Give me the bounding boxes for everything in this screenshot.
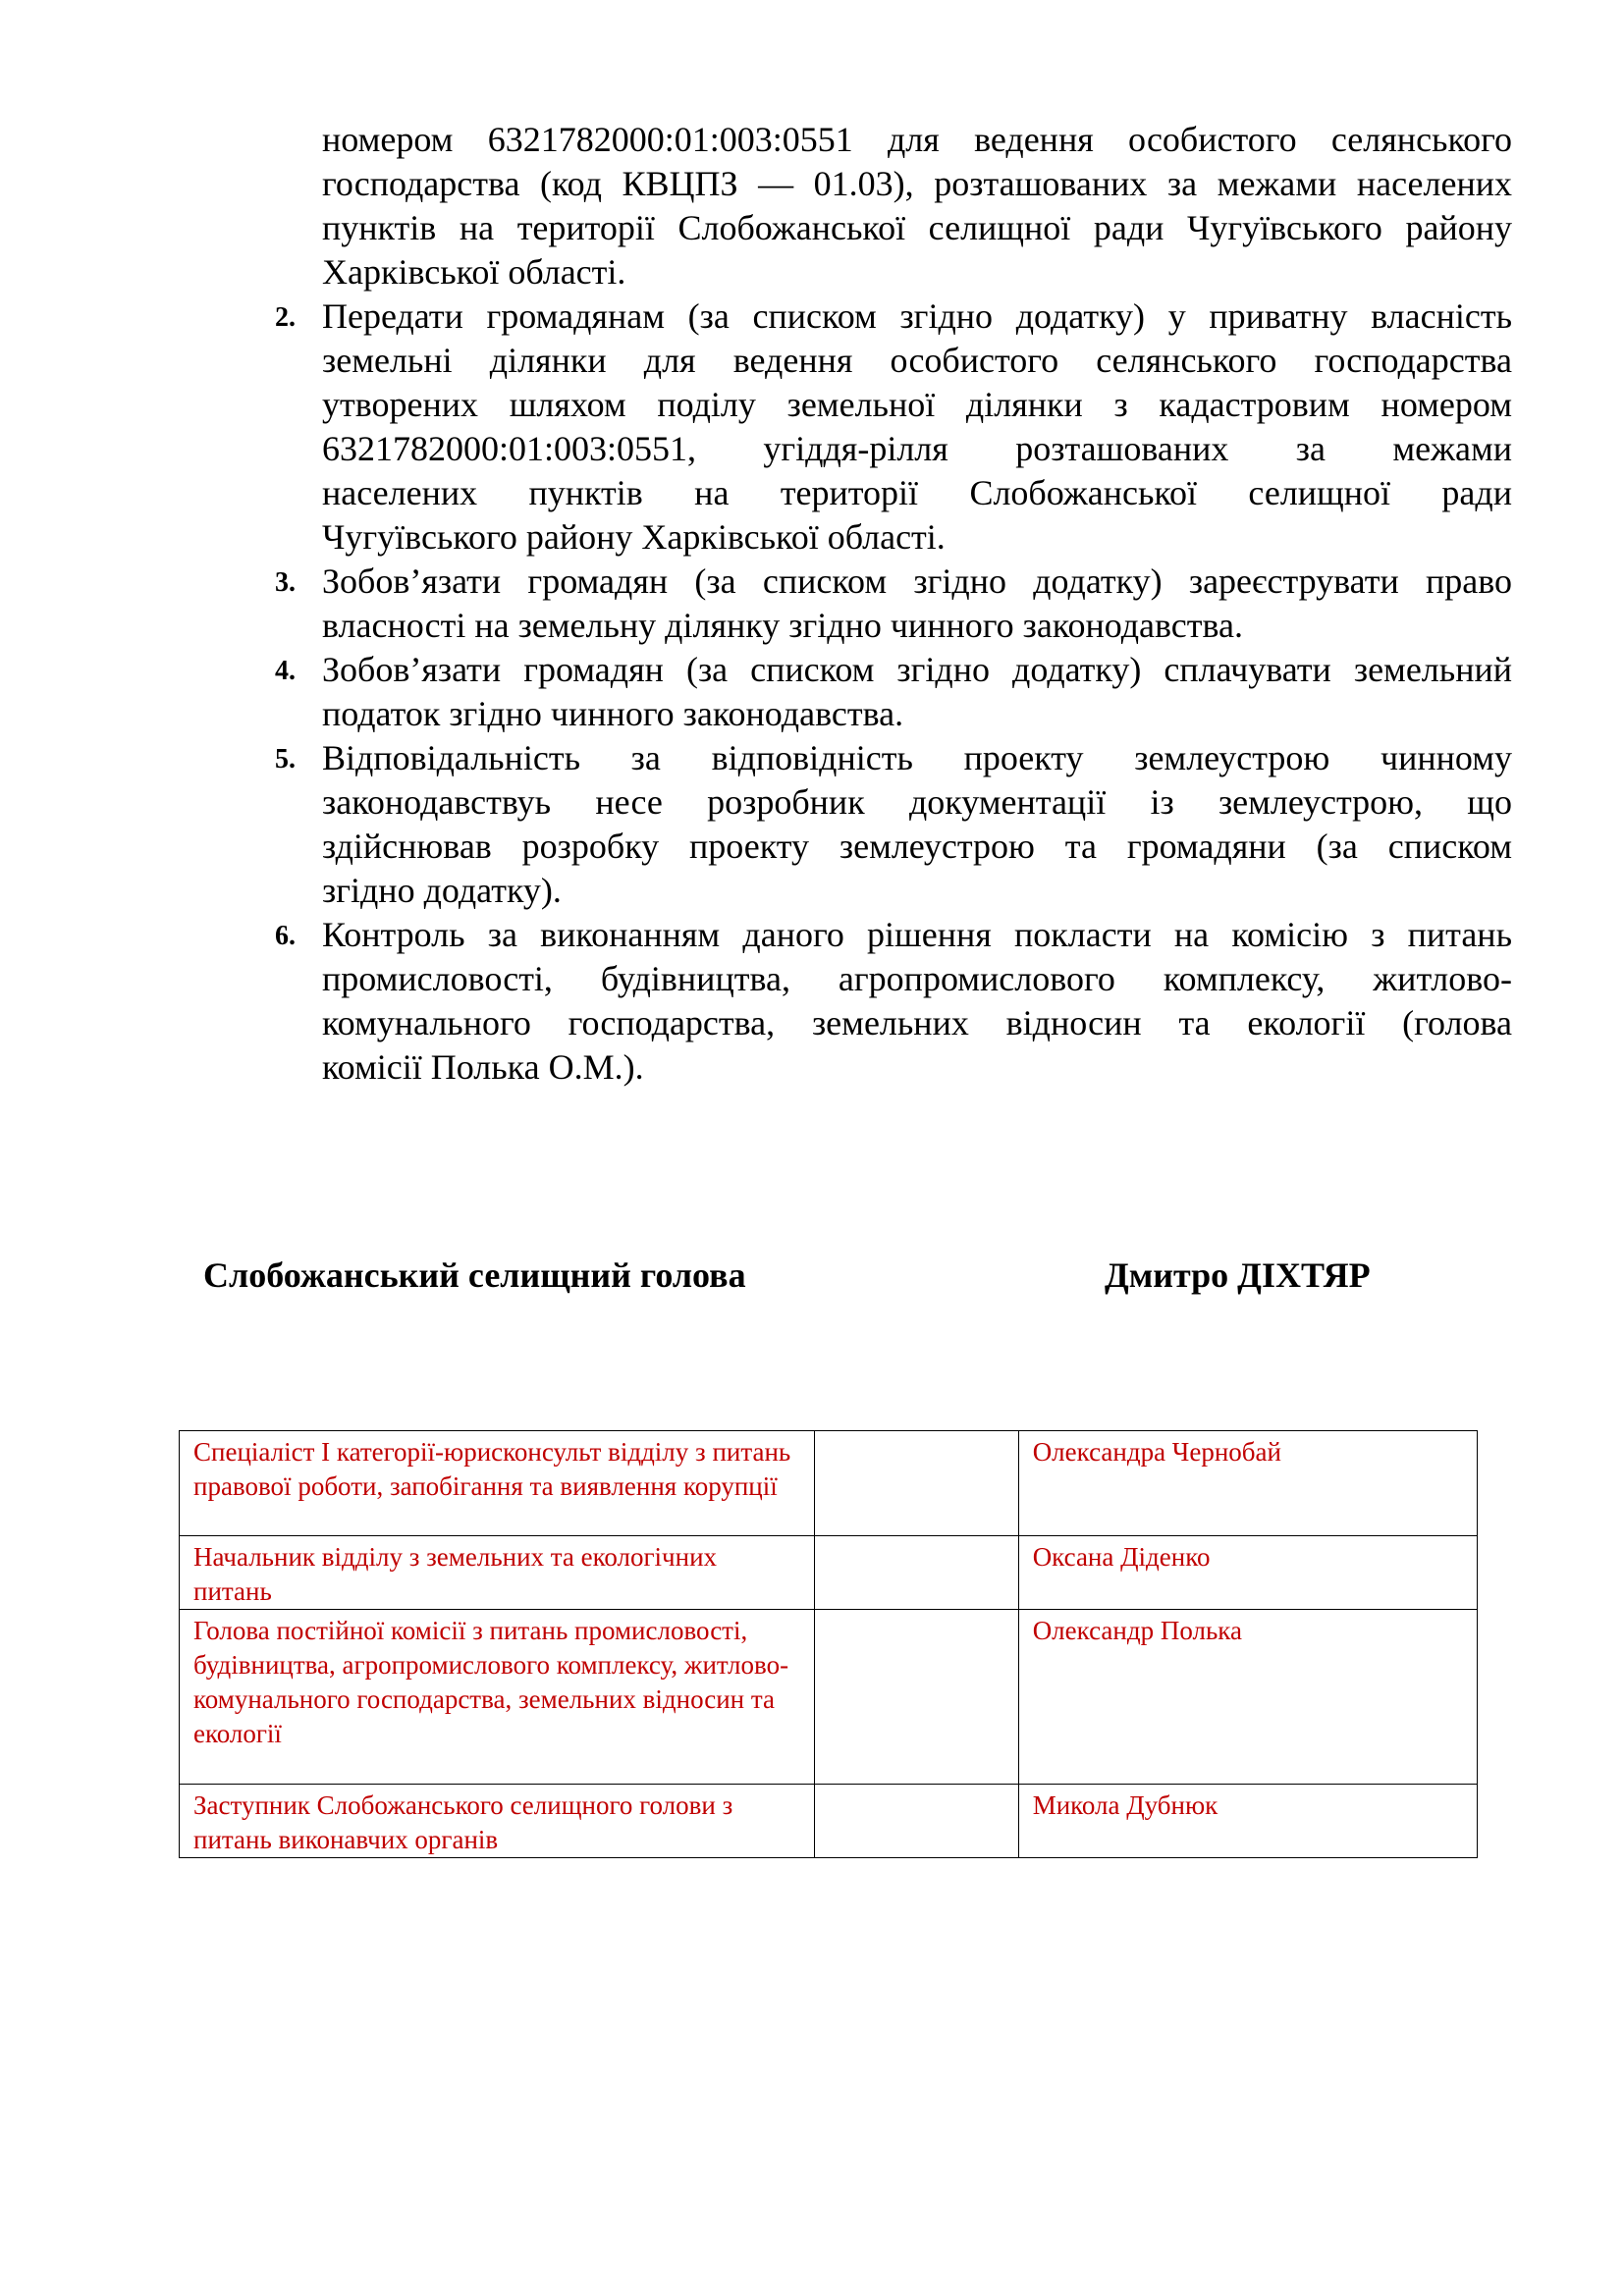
item-line: 6321782000:01:003:0551, угіддя-рілля розташованих за межами xyxy=(322,429,1512,468)
item-line: Зобов’язати громадян (за списком згідно додатку) сплачувати земельний xyxy=(322,650,1512,689)
item-line: комісії Полька О.М.). xyxy=(322,1047,644,1087)
approval-name: Олександра Чернобай xyxy=(1018,1431,1477,1536)
item-line: згідно додатку). xyxy=(322,871,562,910)
intro-line: господарства (код КВЦПЗ — 01.03), розташованих за межами населених xyxy=(322,164,1512,203)
item-line: Чугуївського району Харківської області. xyxy=(322,517,946,557)
item-line: здійснював розробку проекту землеустрою та громадяни (за списком xyxy=(322,827,1512,866)
approval-name: Оксана Діденко xyxy=(1018,1536,1477,1610)
item-number: 2. xyxy=(275,302,296,333)
signature-position: Слобожанський селищний голова xyxy=(203,1255,746,1295)
approval-signature-cell xyxy=(814,1610,1018,1785)
item-line: податок згідно чинного законодавства. xyxy=(322,694,904,733)
approval-title: Спеціаліст І категорії-юрисконсульт відділу з питань правової роботи, запобігання та виявлення корупції xyxy=(180,1431,815,1536)
approval-title: Начальник відділу з земельних та екологічних питань xyxy=(180,1536,815,1610)
item-line: Зобов’язати громадян (за списком згідно додатку) зареєструвати право xyxy=(322,561,1512,601)
approval-title: Голова постійної комісії з питань промисловості, будівництва, агропромислового комплексу, житлово-комунального господарства, земельних відносин та екології xyxy=(180,1610,815,1785)
item-number: 5. xyxy=(275,744,296,774)
item-number: 6. xyxy=(275,921,296,951)
approval-title: Заступник Слобожанського селищного голови з питань виконавчих органів xyxy=(180,1785,815,1858)
item-number: 4. xyxy=(275,656,296,686)
signature-name: Дмитро ДІХТЯР xyxy=(1105,1255,1371,1295)
approval-name: Олександр Полька xyxy=(1018,1610,1477,1785)
item-line: законодавствуь несе розробник документації із землеустрою, що xyxy=(322,782,1512,822)
item-line: Відповідальність за відповідність проекту землеустрою чинному xyxy=(322,738,1512,777)
item-line: комунального господарства, земельних відносин та екології (голова xyxy=(322,1003,1512,1042)
approval-row xyxy=(180,1431,1478,1536)
item-line: Передати громадянам (за списком згідно додатку) у приватну власність xyxy=(322,296,1512,336)
item-line: утворених шляхом поділу земельної ділянки з кадастровим номером xyxy=(322,385,1512,424)
item-number: 3. xyxy=(275,567,296,598)
approval-signature-cell xyxy=(814,1785,1018,1858)
item-line: Контроль за виконанням даного рішення покласти на комісію з питань xyxy=(322,915,1512,954)
approval-row xyxy=(180,1536,1478,1610)
item-line: власності на земельну ділянку згідно чинного законодавства. xyxy=(322,606,1243,645)
approval-row xyxy=(180,1610,1478,1785)
approval-name: Микола Дубнюк xyxy=(1018,1785,1477,1858)
intro-line: пунктів на території Слобожанської селищної ради Чугуївського району xyxy=(322,208,1512,247)
approval-row xyxy=(180,1785,1478,1858)
item-line: земельні ділянки для ведення особистого селянського господарства xyxy=(322,341,1512,380)
item-line: промисловості, будівництва, агропромислового комплексу, житлово- xyxy=(322,959,1512,998)
item-line: населених пунктів на території Слобожанської селищної ради xyxy=(322,473,1512,512)
intro-line: Харківської області. xyxy=(322,252,626,292)
approvals-table xyxy=(179,1430,1478,1858)
approval-signature-cell xyxy=(814,1431,1018,1536)
intro-line: номером 6321782000:01:003:0551 для ведення особистого селянського xyxy=(322,120,1512,159)
approval-signature-cell xyxy=(814,1536,1018,1610)
